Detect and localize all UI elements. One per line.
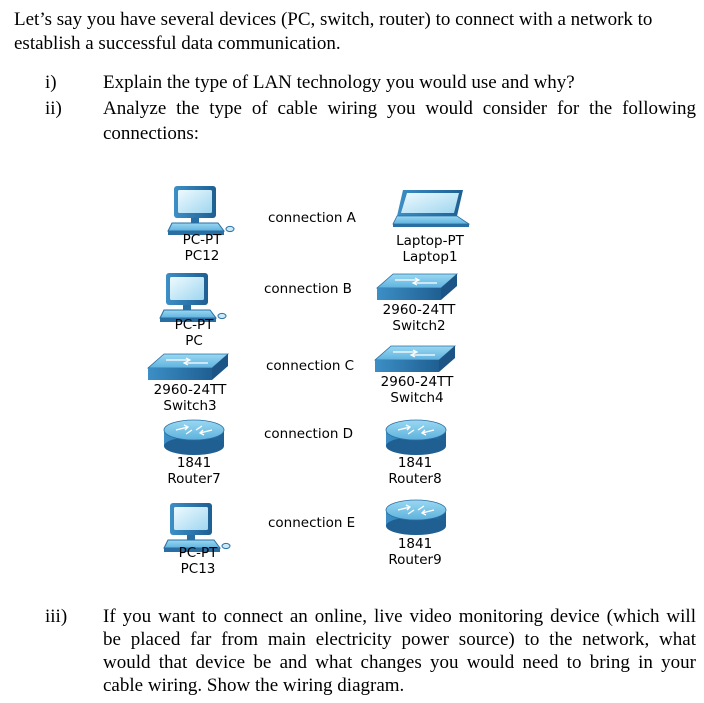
question-3-number: iii): [45, 606, 68, 627]
question-3-line-3: would that device be and what changes you would need to bring in your: [103, 652, 696, 673]
device-right-e: [363, 536, 467, 568]
question-1-text: Explain the type of LAN technology you would use and why?: [103, 72, 575, 93]
laptop-icon: [393, 190, 469, 227]
switch-icon: [373, 344, 457, 374]
pc-icon: [168, 186, 238, 236]
connection-d-label: connection D: [261, 426, 356, 442]
question-1-number: i): [45, 72, 57, 93]
router-icon: [384, 498, 448, 536]
device-right-c: [365, 374, 469, 406]
device-right-b: [367, 302, 471, 334]
connection-e-label: connection E: [265, 515, 358, 531]
device-model: 1841: [397, 536, 433, 552]
intro-line-1: Let’s say you have several devices (PC, switch, router) to connect with a network to: [14, 9, 653, 30]
question-3-line-1: If you want to connect an online, live video monitoring device (which will: [103, 606, 696, 627]
device-left-b: [142, 317, 246, 349]
device-model: PC-PT: [178, 545, 218, 561]
question-2-line-2: connections:: [103, 123, 200, 144]
device-model: Laptop-PT: [396, 233, 464, 249]
device-name: Router9: [388, 552, 442, 568]
switch-icon: [146, 352, 230, 382]
device-name: Switch2: [392, 318, 446, 334]
device-model: 1841: [176, 455, 212, 471]
question-2-number: ii): [45, 98, 62, 119]
connection-c-label: connection C: [263, 358, 357, 374]
connection-b-label: connection B: [261, 281, 355, 297]
device-name: Router8: [388, 471, 442, 487]
intro-line-2: establish a successful data communication.: [14, 33, 341, 54]
device-name: PC12: [184, 248, 220, 264]
device-left-c: [138, 382, 242, 414]
router-icon: [162, 418, 226, 456]
device-name: Switch3: [163, 398, 217, 414]
device-model: 2960-24TT: [382, 302, 456, 318]
device-name: PC13: [180, 561, 216, 577]
device-right-d: [363, 455, 467, 487]
question-3-line-2: be placed far from main electricity power source) to the network, what: [103, 629, 696, 650]
switch-icon: [375, 272, 459, 302]
device-model: 2960-24TT: [153, 382, 227, 398]
device-left-e: [146, 545, 250, 577]
device-name: Router7: [167, 471, 221, 487]
device-name: Switch4: [390, 390, 444, 406]
device-model: 2960-24TT: [380, 374, 454, 390]
device-right-a: [378, 233, 482, 265]
device-model: PC-PT: [182, 232, 222, 248]
device-model: PC-PT: [174, 317, 214, 333]
question-3-line-4: cable wiring. Show the wiring diagram.: [103, 675, 405, 696]
device-left-d: [142, 455, 246, 487]
router-icon: [384, 418, 448, 456]
device-model: 1841: [397, 455, 433, 471]
device-name: PC: [185, 333, 203, 349]
question-2-line-1: Analyze the type of cable wiring you would consider for the following: [103, 98, 696, 119]
pc-icon: [160, 273, 230, 323]
device-name: Laptop1: [402, 249, 458, 265]
device-left-a: [150, 232, 254, 264]
connection-a-label: connection A: [265, 210, 359, 226]
